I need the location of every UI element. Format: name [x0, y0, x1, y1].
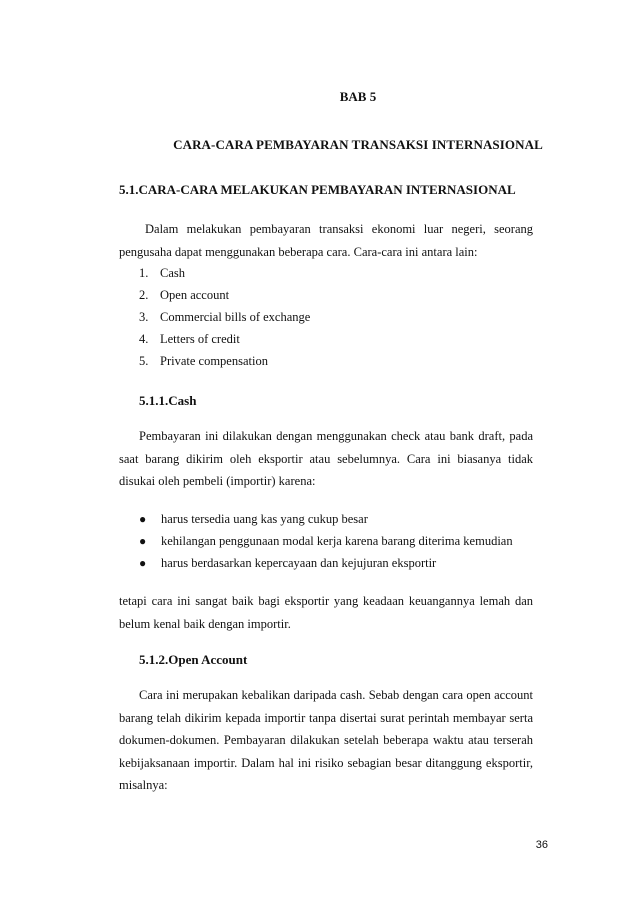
- list-item: 4. Letters of credit: [139, 332, 240, 346]
- list-item: 1. Cash: [139, 266, 185, 280]
- bullet-icon: ●: [139, 556, 147, 570]
- open-account-paragraph: Cara ini merupakan kebalikan daripada cash. Sebab dengan cara open account barang telah dikirim kepada importir tanpa disertai surat perintah membayar serta dokumen-dokumen. Pembayaran dilakukan setelah beberapa waktu atau terserah kebijaksanaan importir. Dalam hal ini risiko sebagian besar ditanggung eksportir, misalnya:: [119, 688, 533, 792]
- list-item: ● kehilangan penggunaan modal kerja karena barang diterima kemudian: [139, 530, 513, 552]
- list-item: 3. Commercial bills of exchange: [139, 310, 311, 324]
- payment-methods-list: [139, 262, 310, 372]
- list-item: ● harus tersedia uang kas yang cukup besar: [139, 508, 513, 530]
- list-item: 5. Private compensation: [139, 354, 268, 368]
- intro-paragraph: Dalam melakukan pembayaran transaksi ekonomi luar negeri, seorang pengusaha dapat menggunakan beberapa cara. Cara-cara ini antara lain:: [119, 222, 533, 259]
- list-item: 2. Open account: [139, 288, 230, 302]
- cash-closing-paragraph: tetapi cara ini sangat baik bagi eksportir yang keadaan keuangannya lemah dan belum kenal baik dengan importir.: [119, 594, 533, 631]
- cash-reasons-list: [139, 508, 513, 574]
- cash-paragraph: Pembayaran ini dilakukan dengan menggunakan check atau bank draft, pada saat barang dikirim oleh eksportir atau sebelumnya. Cara ini biasanya tidak disukai oleh pembeli (importir) karena:: [119, 429, 533, 488]
- bullet-icon: ●: [139, 512, 147, 526]
- bullet-icon: ●: [139, 534, 147, 548]
- chapter-label: BAB 5: [339, 89, 377, 104]
- section-heading: 5.1.CARA-CARA MELAKUKAN PEMBAYARAN INTERNASIONAL: [119, 182, 516, 197]
- page-number: 36: [535, 839, 548, 851]
- open-account-heading: 5.1.2.Open Account: [139, 652, 248, 667]
- chapter-title: CARA-CARA PEMBAYARAN TRANSAKSI INTERNASIONAL: [173, 137, 543, 152]
- cash-heading: 5.1.1.Cash: [139, 393, 197, 408]
- list-item: ● harus berdasarkan kepercayaan dan kejujuran eksportir: [139, 552, 513, 574]
